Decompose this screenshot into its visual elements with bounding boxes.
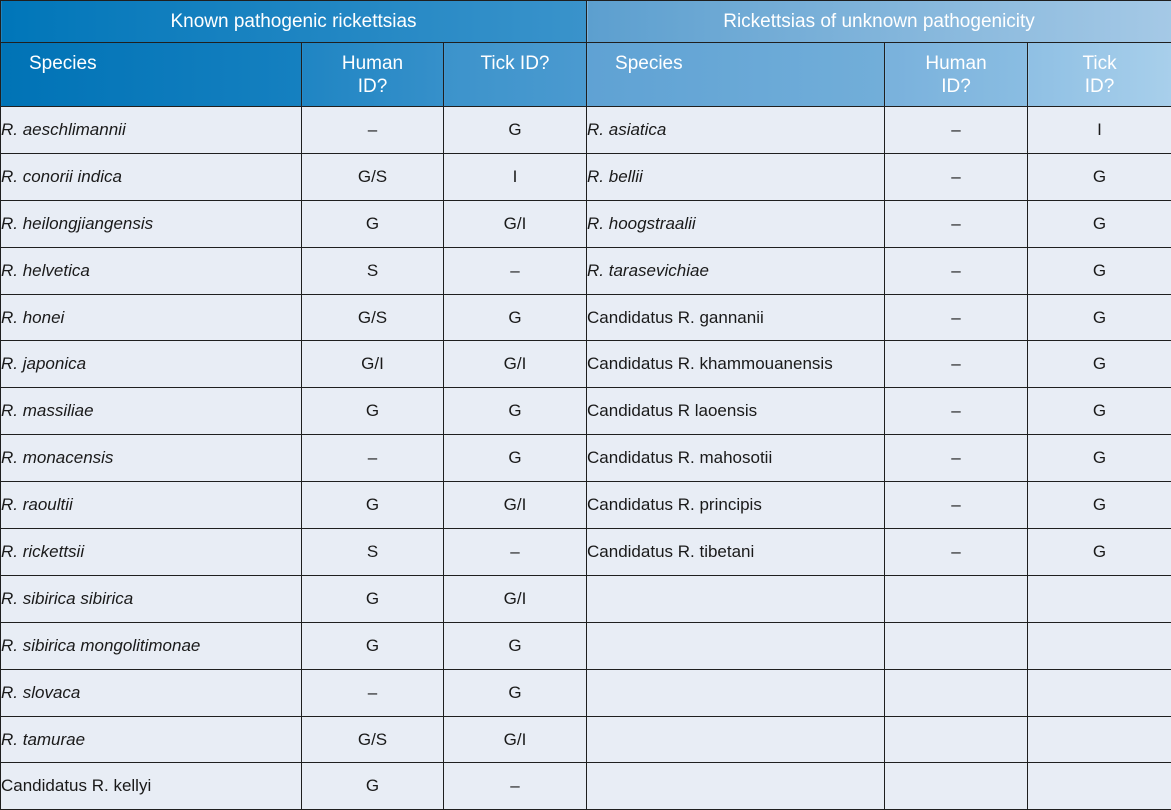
species-cell (587, 763, 885, 810)
species-cell: R. asiatica (587, 107, 885, 154)
tick-id-cell: G (1028, 341, 1171, 388)
human-id-cell: S (302, 529, 444, 576)
human-id-cell: – (885, 107, 1028, 154)
group-header-known: Known pathogenic rickettsias (1, 1, 587, 43)
species-cell: Candidatus R. principis (587, 482, 885, 529)
human-id-cell: – (885, 294, 1028, 341)
human-id-cell: G (302, 622, 444, 669)
species-cell: R. sibirica mongolitimonae (1, 622, 302, 669)
column-header-text: ID? (357, 76, 388, 97)
human-id-cell: G (302, 482, 444, 529)
table-row (1, 107, 1171, 154)
species-cell: R. aeschlimannii (1, 107, 302, 154)
column-header-tick-id-known: Tick ID? (444, 43, 587, 107)
column-header-row (1, 43, 1171, 107)
human-id-cell: G (302, 763, 444, 810)
species-cell (587, 622, 885, 669)
species-cell: R. hoogstraalii (587, 200, 885, 247)
tick-id-cell (1028, 716, 1171, 763)
tick-id-cell: G/I (444, 575, 587, 622)
column-header-tick-id-unknown (1028, 43, 1171, 107)
human-id-cell: G (302, 388, 444, 435)
tick-id-cell: G (1028, 294, 1171, 341)
species-cell: R. rickettsii (1, 529, 302, 576)
column-header-human-id-known (302, 43, 444, 107)
species-cell: R. conorii indica (1, 153, 302, 200)
species-cell: Candidatus R. tibetani (587, 529, 885, 576)
table-row (1, 763, 1171, 810)
species-cell: Candidatus R laoensis (587, 388, 885, 435)
tick-id-cell: G (444, 622, 587, 669)
tick-id-cell: G (1028, 482, 1171, 529)
human-id-cell: – (885, 482, 1028, 529)
human-id-cell (885, 622, 1028, 669)
table-row (1, 482, 1171, 529)
human-id-cell: G/S (302, 294, 444, 341)
column-header-text: ID? (941, 76, 971, 97)
tick-id-cell: G/I (444, 200, 587, 247)
tick-id-cell: G (1028, 388, 1171, 435)
species-cell: Candidatus R. kellyi (1, 763, 302, 810)
species-cell (587, 669, 885, 716)
group-header-row (1, 1, 1171, 43)
human-id-cell: – (885, 435, 1028, 482)
species-cell: R. honei (1, 294, 302, 341)
tick-id-cell: G (444, 107, 587, 154)
tick-id-cell: I (1028, 107, 1171, 154)
table-row (1, 200, 1171, 247)
species-cell: R. slovaca (1, 669, 302, 716)
tick-id-cell (1028, 763, 1171, 810)
table-row (1, 341, 1171, 388)
tick-id-cell: G (1028, 200, 1171, 247)
column-header-text: Tick (1082, 53, 1117, 74)
group-header-unknown: Rickettsias of unknown pathogenicity (587, 1, 1171, 43)
column-header-species-known: Species (1, 43, 302, 107)
species-cell: Candidatus R. gannanii (587, 294, 885, 341)
species-cell: R. raoultii (1, 482, 302, 529)
table-row (1, 388, 1171, 435)
human-id-cell (885, 669, 1028, 716)
human-id-cell: G (302, 575, 444, 622)
human-id-cell: – (885, 388, 1028, 435)
table-row (1, 435, 1171, 482)
table-row (1, 529, 1171, 576)
human-id-cell: G/S (302, 716, 444, 763)
species-cell: Candidatus R. mahosotii (587, 435, 885, 482)
column-header-species-unknown: Species (587, 43, 885, 107)
species-cell (587, 716, 885, 763)
tick-id-cell: G (1028, 529, 1171, 576)
tick-id-cell (1028, 622, 1171, 669)
tick-id-cell: G (1028, 435, 1171, 482)
table-row (1, 247, 1171, 294)
human-id-cell: G (302, 200, 444, 247)
tick-id-cell: I (444, 153, 587, 200)
tick-id-cell (1028, 669, 1171, 716)
human-id-cell: S (302, 247, 444, 294)
human-id-cell: – (885, 200, 1028, 247)
table-row (1, 575, 1171, 622)
species-cell: R. japonica (1, 341, 302, 388)
column-header-text: ID? (1084, 76, 1115, 97)
species-cell (587, 575, 885, 622)
species-cell: R. helvetica (1, 247, 302, 294)
tick-id-cell: G/I (444, 716, 587, 763)
tick-id-cell: G (444, 294, 587, 341)
table-body (1, 107, 1171, 810)
tick-id-cell: – (444, 529, 587, 576)
species-cell: R. tamurae (1, 716, 302, 763)
human-id-cell: – (302, 435, 444, 482)
human-id-cell: – (302, 669, 444, 716)
human-id-cell: – (302, 107, 444, 154)
species-cell: R. massiliae (1, 388, 302, 435)
tick-id-cell (1028, 575, 1171, 622)
human-id-cell: – (885, 529, 1028, 576)
tick-id-cell: – (444, 763, 587, 810)
human-id-cell (885, 575, 1028, 622)
tick-id-cell: G (444, 669, 587, 716)
species-cell: R. tarasevichiae (587, 247, 885, 294)
species-cell: R. monacensis (1, 435, 302, 482)
human-id-cell (885, 763, 1028, 810)
tick-id-cell: – (444, 247, 587, 294)
column-header-text: Human (341, 53, 404, 74)
tick-id-cell: G (444, 435, 587, 482)
column-header-human-id-unknown (885, 43, 1028, 107)
tick-id-cell: G (1028, 247, 1171, 294)
species-cell: R. sibirica sibirica (1, 575, 302, 622)
table-row (1, 622, 1171, 669)
table-row (1, 294, 1171, 341)
tick-id-cell: G/I (444, 341, 587, 388)
species-cell: R. heilongjiangensis (1, 200, 302, 247)
species-cell: Candidatus R. khammouanensis (587, 341, 885, 388)
species-cell: R. bellii (587, 153, 885, 200)
tick-id-cell: G/I (444, 482, 587, 529)
human-id-cell: – (885, 153, 1028, 200)
human-id-cell (885, 716, 1028, 763)
human-id-cell: – (885, 341, 1028, 388)
column-header-text: Human (925, 53, 987, 74)
human-id-cell: G/I (302, 341, 444, 388)
tick-id-cell: G (444, 388, 587, 435)
human-id-cell: – (885, 247, 1028, 294)
human-id-cell: G/S (302, 153, 444, 200)
tick-id-cell: G (1028, 153, 1171, 200)
table-row (1, 669, 1171, 716)
table-row (1, 153, 1171, 200)
table-row (1, 716, 1171, 763)
